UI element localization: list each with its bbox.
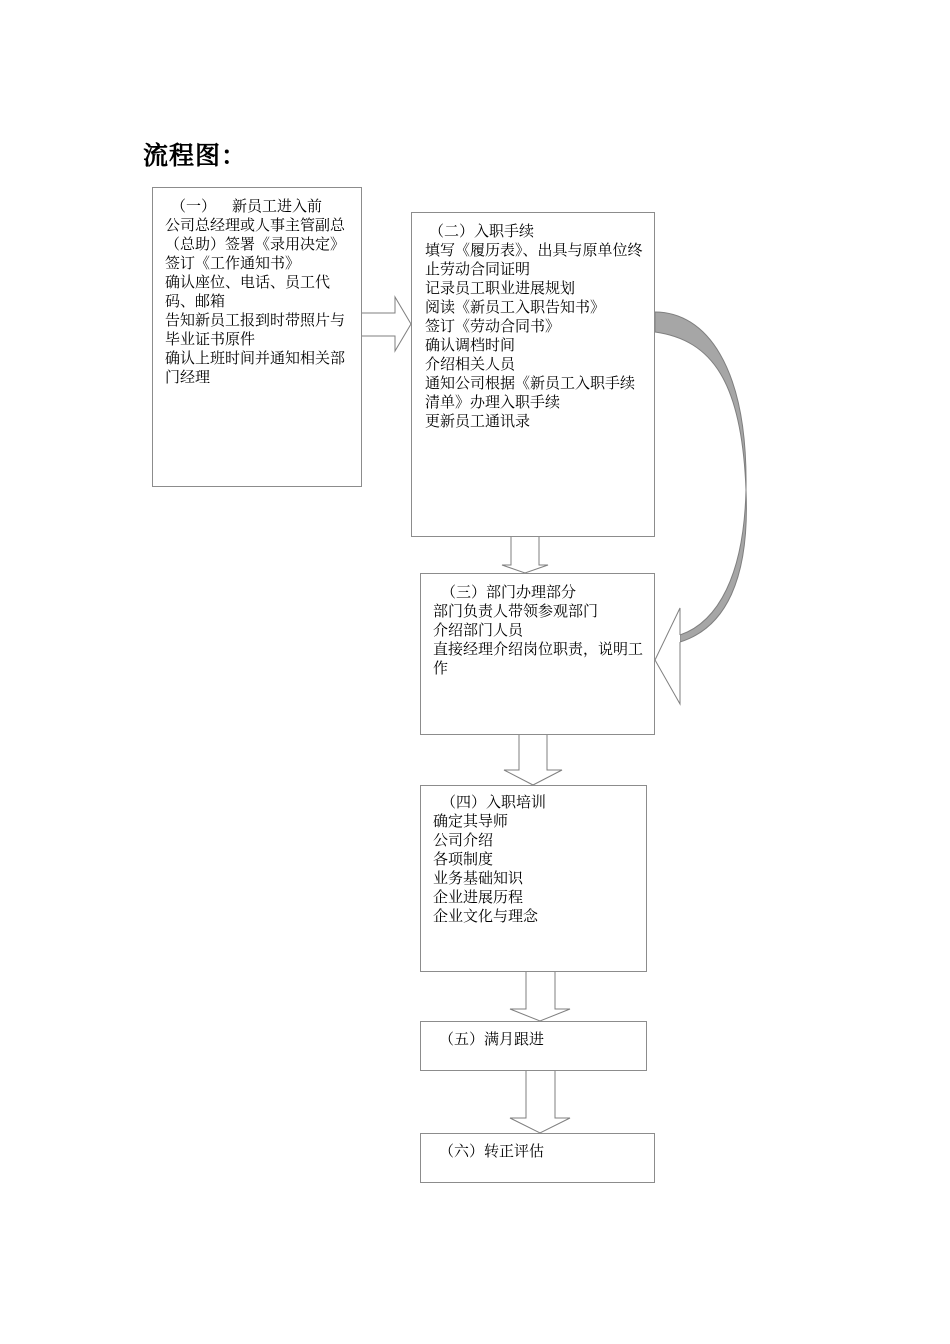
curved-arrow-2-to-3-band xyxy=(655,312,746,642)
step-line: 部门负责人带领参观部门 xyxy=(433,602,599,620)
step-line: 确认上班时间并通知相关部门经理 xyxy=(165,349,346,386)
step-line: 签订《劳动合同书》 xyxy=(425,317,561,335)
step-box-3 xyxy=(420,573,655,735)
step-line: 确认座位、电话、员工代码、邮箱 xyxy=(165,273,331,310)
step-box-5 xyxy=(420,1021,647,1071)
step-line: 企业进展历程 xyxy=(433,888,524,906)
step-title: 转正评估 xyxy=(484,1142,545,1160)
step-line: 告知新员工报到时带照片与毕业证书原件 xyxy=(165,311,346,348)
step-box-4 xyxy=(420,785,647,972)
step-number: （六） xyxy=(439,1142,485,1160)
arrow-1-to-2 xyxy=(362,297,411,351)
step-heading xyxy=(433,793,638,812)
arrow-2-to-3 xyxy=(502,537,548,573)
step-line: 阅读《新员工入职告知书》 xyxy=(425,298,606,316)
curved-arrow-2-to-3-head xyxy=(655,608,680,704)
step-heading xyxy=(433,583,646,602)
arrow-4-to-5 xyxy=(510,972,570,1021)
step-title: 入职手续 xyxy=(474,222,535,240)
step-heading xyxy=(165,197,353,216)
step-box-6 xyxy=(420,1133,655,1183)
step-title: 入职培训 xyxy=(486,793,547,811)
step-line: 企业文化与理念 xyxy=(433,907,539,925)
step-line: 介绍相关人员 xyxy=(425,355,516,373)
step-line: 介绍部门人员 xyxy=(433,621,524,639)
step-title: 新员工进入前 xyxy=(232,197,323,215)
step-title: 满月跟进 xyxy=(484,1030,545,1048)
arrow-5-to-6 xyxy=(510,1071,570,1133)
step-line: 公司总经理或人事主管副总（总助）签署《录用决定》 xyxy=(165,216,346,253)
step-line: 通知公司根据《新员工入职手续清单》办理入职手续 xyxy=(425,374,636,411)
step-heading xyxy=(425,222,646,241)
step-heading xyxy=(439,1030,638,1049)
step-line: 更新员工通讯录 xyxy=(425,412,531,430)
step-line: 记录员工职业进展规划 xyxy=(425,279,576,297)
step-number: （五） xyxy=(439,1030,485,1048)
step-number: （三） xyxy=(441,583,487,601)
step-number: （二） xyxy=(429,222,475,240)
step-line: 业务基础知识 xyxy=(433,869,524,887)
step-line: 确定其导师 xyxy=(433,812,509,830)
step-number: （四） xyxy=(441,793,487,811)
arrow-3-to-4 xyxy=(504,735,562,785)
step-line: 确认调档时间 xyxy=(425,336,516,354)
step-heading xyxy=(439,1142,646,1161)
step-box-1 xyxy=(152,187,362,487)
step-line: 公司介绍 xyxy=(433,831,494,849)
step-line: 直接经理介绍岗位职责，说明工作 xyxy=(433,640,644,677)
step-line: 各项制度 xyxy=(433,850,494,868)
step-box-2 xyxy=(411,212,655,537)
step-line: 签订《工作通知书》 xyxy=(165,254,301,272)
step-title: 部门办理部分 xyxy=(486,583,577,601)
step-line: 填写《履历表》、出具与原单位终止劳动合同证明 xyxy=(425,241,643,278)
step-number: （一） xyxy=(171,197,217,215)
page-title: 流程图： xyxy=(143,141,248,170)
